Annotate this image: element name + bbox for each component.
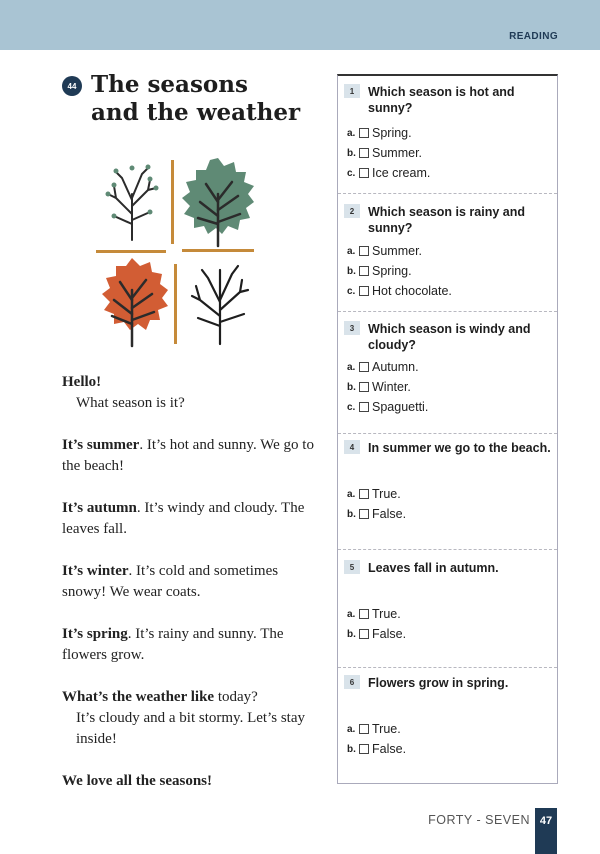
option-text: False. [372,507,407,521]
paragraph-weather [62,687,322,750]
question-4 [338,434,557,550]
option-text: Spaguetti. [372,400,429,414]
greeting: Hello! [62,374,102,390]
page-number-words: FORTY - SEVEN [428,813,530,827]
option-letter: b. [347,265,356,277]
question-number: 2 [344,204,360,218]
checkbox[interactable] [359,362,369,372]
option-b[interactable] [347,626,406,642]
option-letter: a. [347,245,356,257]
summer-bold: It’s summer [62,437,140,453]
question-number: 3 [344,321,360,335]
option-letter: b. [347,508,356,520]
checkbox[interactable] [359,286,369,296]
winter-bold: It’s winter [62,563,129,579]
option-letter: b. [347,147,356,159]
closing: We love all the seasons! [62,773,212,789]
question-number: 5 [344,560,360,574]
option-b[interactable] [347,379,411,395]
checkbox[interactable] [359,609,369,619]
option-c[interactable] [347,283,452,299]
summer-text: . It’s hot and sunny. We go to the beach! [62,437,314,474]
checkbox[interactable] [359,168,369,178]
paragraph-spring [62,624,322,666]
question-number: 4 [344,440,360,454]
question-text: Flowers grow in spring. [368,676,509,690]
autumn-bold: It’s autumn [62,500,137,516]
paragraph-closing [62,771,322,792]
page-number: 47 [535,808,557,854]
option-a[interactable] [347,721,401,737]
paragraph-greeting [62,372,322,414]
option-a[interactable] [347,486,401,502]
checkbox[interactable] [359,509,369,519]
option-c[interactable] [347,165,430,181]
checkbox[interactable] [359,128,369,138]
option-text: Spring. [372,264,412,278]
option-text: Ice cream. [372,166,431,180]
paragraph-autumn [62,498,322,540]
option-letter: a. [347,127,356,139]
option-letter: c. [347,401,356,413]
checkbox[interactable] [359,402,369,412]
question-number: 6 [344,675,360,689]
checkbox[interactable] [359,629,369,639]
weather-answer: It’s cloudy and a bit stormy. Let’s stay inside! [76,710,305,747]
question-number: 1 [344,84,360,98]
option-text: False. [372,627,407,641]
question-text: Leaves fall in autumn. [368,561,499,575]
bare-budding-tree-icon [106,165,159,241]
winter-text: . It’s cold and sometimes snowy! We wear coats. [62,563,279,600]
option-a[interactable] [347,243,422,259]
option-letter: b. [347,381,356,393]
checkbox[interactable] [359,382,369,392]
page-title [91,71,321,127]
checkbox[interactable] [359,489,369,499]
paragraph-winter [62,561,322,603]
horizontal-divider-right [182,249,254,252]
green-tree-icon [182,158,254,246]
question-text: Which season is hot and sunny? [368,85,515,115]
question-1 [338,76,557,194]
question-text: Which season is rainy and sunny? [368,205,525,235]
header-band [0,0,600,50]
question-text: Which season is windy and cloudy? [368,322,531,352]
option-text: Summer. [372,244,423,258]
paragraph-summer [62,435,322,477]
option-letter: c. [347,167,356,179]
greeting-question: What season is it? [76,395,185,411]
option-text: True. [372,487,401,501]
section-label: READING [509,31,558,42]
bare-tree-icon [192,266,248,344]
option-b[interactable] [347,741,406,757]
lesson-number-badge: 44 [62,76,82,96]
option-text: Spring. [372,126,412,140]
seasons-trees-illustration [92,154,260,350]
question-5 [338,550,557,668]
quiz-panel [337,74,558,784]
option-a[interactable] [347,359,419,375]
title-line-2: and the weather [91,99,301,126]
weather-bold: What’s the weather like [62,689,215,705]
spring-bold: It’s spring [62,626,128,642]
autumn-text: . It’s windy and cloudy. The leaves fall. [62,500,305,537]
option-letter: b. [347,628,356,640]
horizontal-divider-left [96,250,166,253]
checkbox[interactable] [359,148,369,158]
title-line-1: The seasons [91,71,248,98]
vertical-divider-top [171,160,174,244]
option-b[interactable] [347,145,422,161]
option-text: Autumn. [372,360,419,374]
option-text: True. [372,722,401,736]
option-text: Hot chocolate. [372,284,452,298]
option-b[interactable] [347,506,406,522]
option-b[interactable] [347,263,412,279]
weather-text: today? [214,689,258,705]
vertical-divider-bottom [174,264,177,344]
reading-text [62,372,322,813]
option-letter: a. [347,361,356,373]
option-a[interactable] [347,606,401,622]
option-text: True. [372,607,401,621]
question-text: In summer we go to the beach. [368,441,551,455]
option-letter: a. [347,723,356,735]
option-text: False. [372,742,407,756]
checkbox[interactable] [359,266,369,276]
checkbox[interactable] [359,744,369,754]
option-text: Summer. [372,146,423,160]
option-c[interactable] [347,399,428,415]
option-letter: c. [347,285,356,297]
option-letter: a. [347,488,356,500]
checkbox[interactable] [359,724,369,734]
question-3 [338,312,557,434]
question-2 [338,194,557,312]
option-a[interactable] [347,125,412,141]
checkbox[interactable] [359,246,369,256]
spring-text: . It’s rainy and sunny. The flowers grow. [62,626,284,663]
question-6 [338,668,557,784]
option-text: Winter. [372,380,411,394]
option-letter: b. [347,743,356,755]
orange-tree-icon [102,258,168,346]
option-letter: a. [347,608,356,620]
